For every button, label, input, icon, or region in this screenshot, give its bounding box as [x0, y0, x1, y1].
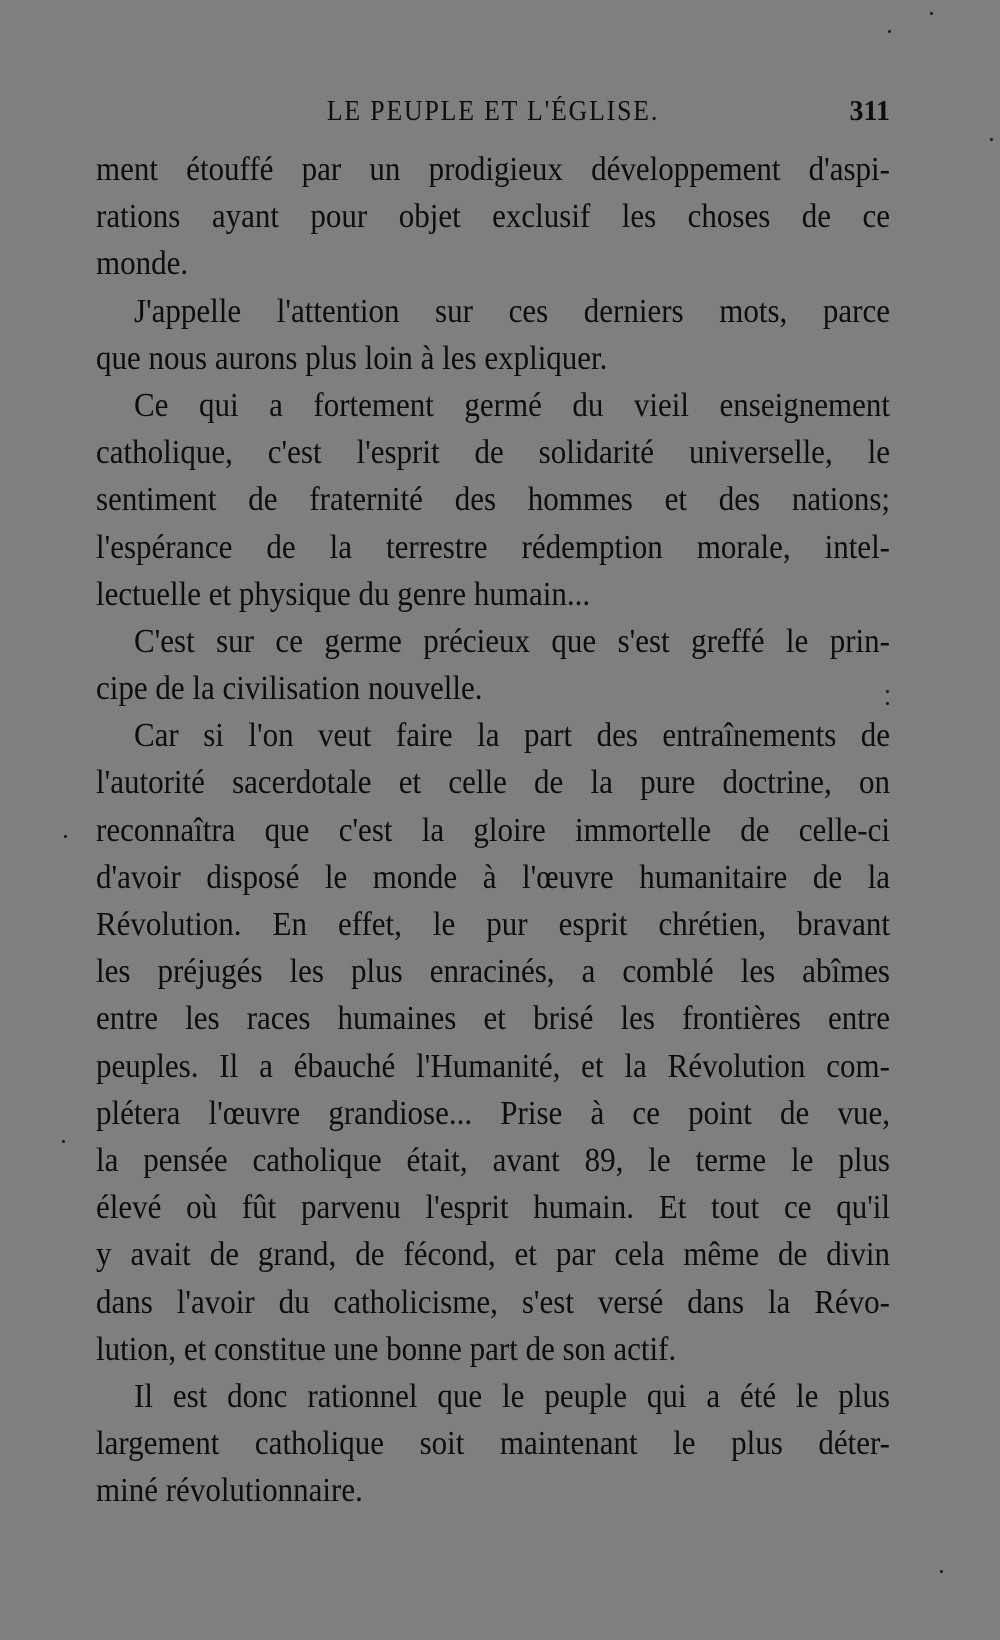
paragraph-first-line: Car si l'on veut faire la part des entraînements de — [134, 715, 890, 754]
text-line: entre les races humaines et brisé les frontières entre — [96, 998, 890, 1037]
text-line: lution, et constitue une bonne part de son actif. — [96, 1329, 677, 1368]
text-line: ment étouffé par un prodigieux développement d'aspi- — [96, 149, 890, 188]
running-title: LE PEUPLE ET L'ÉGLISE. — [326, 96, 660, 127]
text-line: l'autorité sacerdotale et celle de la pure doctrine, on — [96, 763, 890, 801]
text-line: miné révolutionnaire. — [96, 1470, 363, 1509]
scan-speck — [64, 835, 67, 838]
text-line: rations ayant pour objet exclusif les choses de ce — [96, 196, 890, 235]
text-line: cipe de la civilisation nouvelle. — [96, 668, 483, 707]
text-line: largement catholique soit maintenant le plus déter- — [96, 1423, 890, 1462]
text-line: sentiment de fraternité des hommes et des nations; — [96, 479, 890, 518]
scan-speck — [886, 702, 889, 705]
paragraph-first-line: C'est sur ce germe précieux que s'est greffé le prin- — [134, 621, 890, 660]
scan-speck — [940, 1570, 943, 1573]
text-line: plétera l'œuvre grandiose... Prise à ce point de vue, — [96, 1093, 890, 1132]
running-header — [96, 96, 890, 140]
text-line: catholique, c'est l'esprit de solidarité universelle, le — [96, 432, 890, 471]
text-line: dans l'avoir du catholicisme, s'est versé dans la Révo- — [96, 1282, 890, 1320]
text-line: la pensée catholique était, avant 89, le terme le plus — [96, 1140, 890, 1179]
scan-speck — [62, 1140, 65, 1143]
text-line: reconnaîtra que c'est la gloire immortelle de celle-ci — [96, 810, 890, 849]
paragraph-first-line: J'appelle l'attention sur ces derniers mots, parce — [134, 291, 890, 329]
text-line: lectuelle et physique du genre humain... — [96, 574, 591, 613]
page-number: 311 — [849, 96, 890, 127]
text-line: élevé où fût parvenu l'esprit humain. Et tout ce qu'il — [96, 1187, 890, 1226]
text-line: y avait de grand, de fécond, et par cela même de divin — [96, 1234, 890, 1273]
scan-speck — [990, 138, 993, 141]
text-line: monde. — [96, 243, 189, 282]
paragraph-first-line: Ce qui a fortement germé du vieil enseignement — [134, 385, 890, 424]
text-line: Révolution. En effet, le pur esprit chrétien, bravant — [96, 904, 890, 943]
scan-speck — [886, 690, 889, 693]
scan-speck — [930, 12, 933, 15]
text-line: les préjugés les plus enracinés, a comblé les abîmes — [96, 951, 890, 990]
paragraph-first-line: Il est donc rationnel que le peuple qui a été le plus — [134, 1376, 890, 1415]
text-line: que nous aurons plus loin à les expliquer. — [96, 338, 608, 377]
scan-speck — [888, 30, 891, 33]
text-line: peuples. Il a ébauché l'Humanité, et la Révolution com- — [96, 1046, 890, 1084]
text-line: d'avoir disposé le monde à l'œuvre humanitaire de la — [96, 857, 890, 896]
body-text — [96, 145, 890, 1513]
text-line: l'espérance de la terrestre rédemption morale, intel- — [96, 527, 890, 565]
